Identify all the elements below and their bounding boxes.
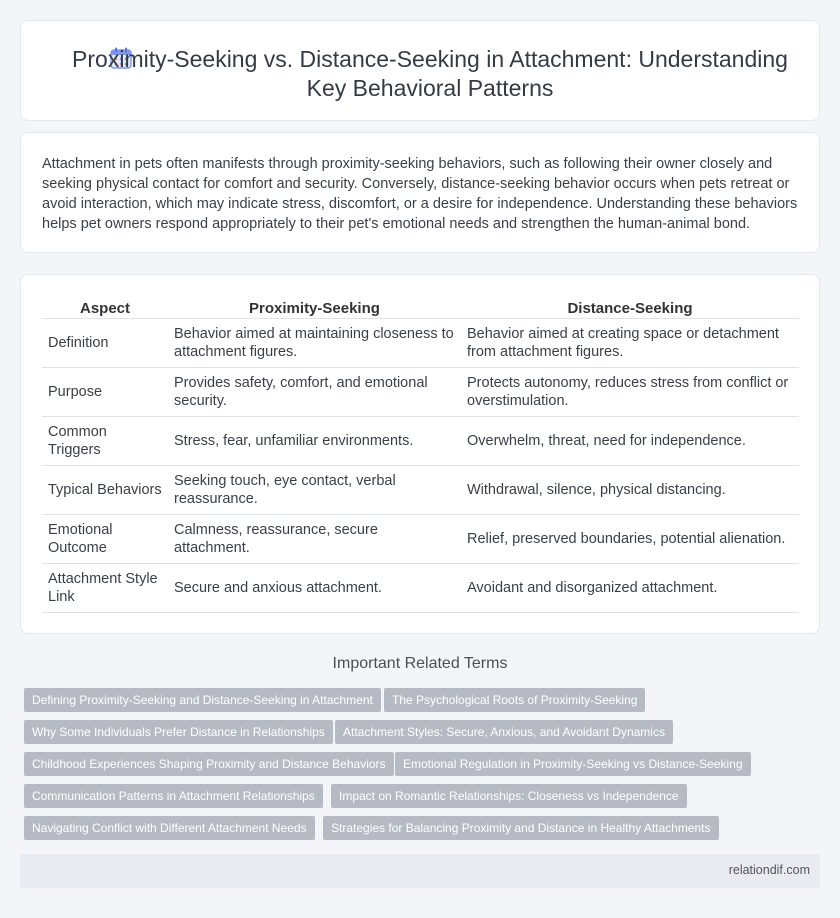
table-row (42, 465, 799, 514)
aspect-cell: Definition (42, 318, 168, 367)
distance-cell: Withdrawal, silence, physical distancing. (461, 465, 799, 514)
aspect-cell: Attachment Style Link (42, 563, 168, 612)
proximity-cell: Behavior aimed at maintaining closeness to attachment figures. (168, 318, 461, 367)
table-row (42, 514, 799, 563)
page-title: Proximity-Seeking vs. Distance-Seeking in Attachment: Understanding Key Behavioral Patterns (72, 46, 788, 101)
proximity-cell: Provides safety, comfort, and emotional security. (168, 367, 461, 416)
footer-bar (20, 854, 820, 888)
related-term-tag[interactable]: Strategies for Balancing Proximity and Distance in Healthy Attachments (323, 816, 719, 840)
header-aspect: Aspect (79, 299, 131, 317)
header-proximity-seeking: Proximity-Seeking (249, 299, 380, 317)
related-terms-heading: Important Related Terms (332, 655, 508, 672)
proximity-cell: Stress, fear, unfamiliar environments. (168, 416, 461, 465)
distance-cell: Protects autonomy, reduces stress from conflict or overstimulation. (461, 367, 799, 416)
aspect-cell: Purpose (42, 367, 168, 416)
related-term-tag[interactable]: The Psychological Roots of Proximity-Seeking (384, 688, 645, 712)
distance-cell: Relief, preserved boundaries, potential alienation. (461, 514, 799, 563)
related-term-tag[interactable]: Emotional Regulation in Proximity-Seeking vs Distance-Seeking (395, 752, 751, 776)
aspect-cell: Typical Behaviors (42, 465, 168, 514)
table-header-row (42, 296, 799, 318)
table-row (42, 367, 799, 416)
table-row (42, 416, 799, 465)
related-term-tag[interactable]: Communication Patterns in Attachment Relationships (24, 784, 323, 808)
intro-card (20, 132, 820, 253)
related-term-tag[interactable]: Why Some Individuals Prefer Distance in Relationships (24, 720, 333, 744)
proximity-cell: Secure and anxious attachment. (168, 563, 461, 612)
distance-cell: Behavior aimed at creating space or detachment from attachment figures. (461, 318, 799, 367)
title-card (20, 20, 820, 121)
intro-paragraph: Attachment in pets often manifests through proximity-seeking behaviors, such as following their owner closely and seeking physical contact for comfort and security. Conversely, distance-seeking behavior occurs when pets retreat or avoid interaction, which may indicate stress, discomfort, or a desire for independence. Understanding these behaviors helps pet owners respond appropriately to their pet's emotional needs and strengthen the human-animal bond. (42, 156, 798, 232)
comparison-card (20, 274, 820, 634)
distance-cell: Overwhelm, threat, need for independence. (461, 416, 799, 465)
distance-cell: Avoidant and disorganized attachment. (461, 563, 799, 612)
related-term-tag[interactable]: Navigating Conflict with Different Attachment Needs (24, 816, 315, 840)
proximity-cell: Calmness, reassurance, secure attachment. (168, 514, 461, 563)
related-term-tag[interactable]: Impact on Romantic Relationships: Closeness vs Independence (331, 784, 687, 808)
table-row (42, 563, 799, 612)
header-distance-seeking: Distance-Seeking (567, 299, 693, 317)
footer-site-link[interactable]: relationdif.com (728, 863, 810, 877)
comparison-table (42, 296, 799, 613)
aspect-cell: Emotional Outcome (42, 514, 168, 563)
aspect-cell: Common Triggers (42, 416, 168, 465)
related-term-tag[interactable]: Attachment Styles: Secure, Anxious, and Avoidant Dynamics (335, 720, 673, 744)
proximity-cell: Seeking touch, eye contact, verbal reassurance. (168, 465, 461, 514)
table-row (42, 318, 799, 367)
related-term-tag[interactable]: Childhood Experiences Shaping Proximity and Distance Behaviors (24, 752, 394, 776)
related-term-tag[interactable]: Defining Proximity-Seeking and Distance-Seeking in Attachment (24, 688, 381, 712)
